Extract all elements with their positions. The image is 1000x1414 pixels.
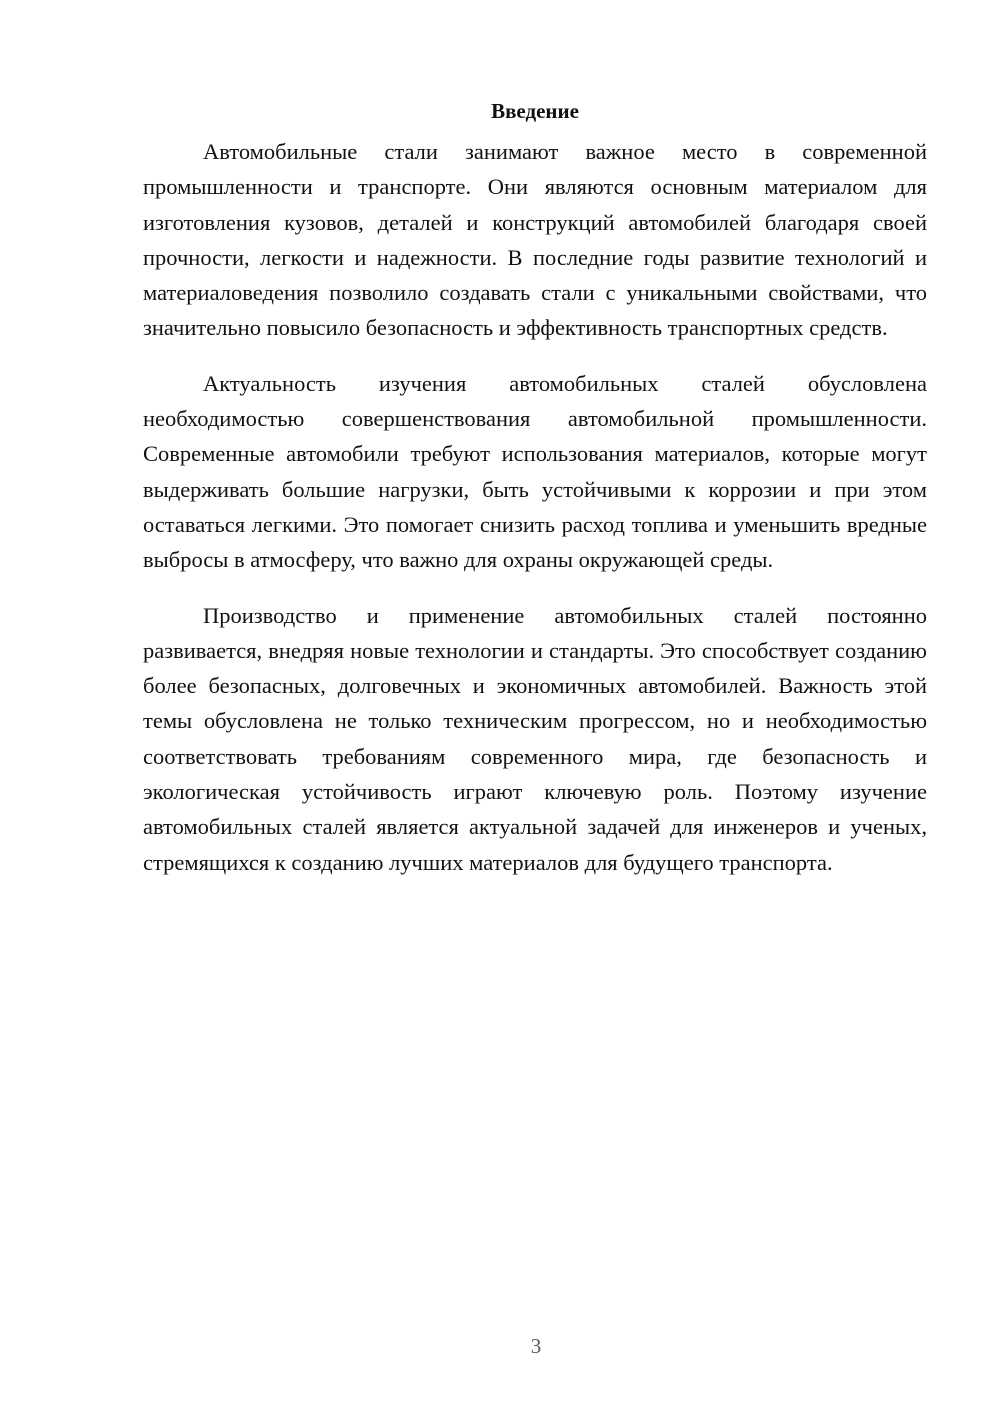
section-title: Введение xyxy=(491,99,579,123)
paragraph-2: Актуальность изучения автомобильных сталей обусловлена необходимостью совершенствования автомобильной промышленности. Современные автомобили требуют использования материалов, которые могут выдерживать большие нагрузки, быть устойчивыми к коррозии и при этом оставаться легкими. Это помогает снизить расход топлива и уменьшить вредные выбросы в атмосферу, что важно для охраны окружающей среды. xyxy=(143,370,927,573)
page-number: 3 xyxy=(530,1334,542,1358)
paragraph-3: Производство и применение автомобильных сталей постоянно развивается, внедряя новые технологии и стандарты. Это способствует созданию более безопасных, долговечных и экономичных автомобилей. Важность этой темы обусловлена не только техническим прогрессом, но и необходимостью соответствовать требованиям современного мира, где безопасность и экологическая устойчивость играют ключевую роль. Поэтому изучение автомобильных сталей является актуальной задачей для инженеров и ученых, стремящихся к созданию лучших материалов для будущего транспорта. xyxy=(143,602,927,875)
paragraph-1: Автомобильные стали занимают важное место в современной промышленности и транспорте. Они являются основным материалом для изготовления кузовов, деталей и конструкций автомобилей благодаря своей прочности, легкости и надежности. В последние годы развитие технологий и материаловедения позволило создавать стали с уникальными свойствами, что значительно повысило безопасность и эффективность транспортных средств. xyxy=(143,139,927,341)
page-content xyxy=(143,96,927,880)
